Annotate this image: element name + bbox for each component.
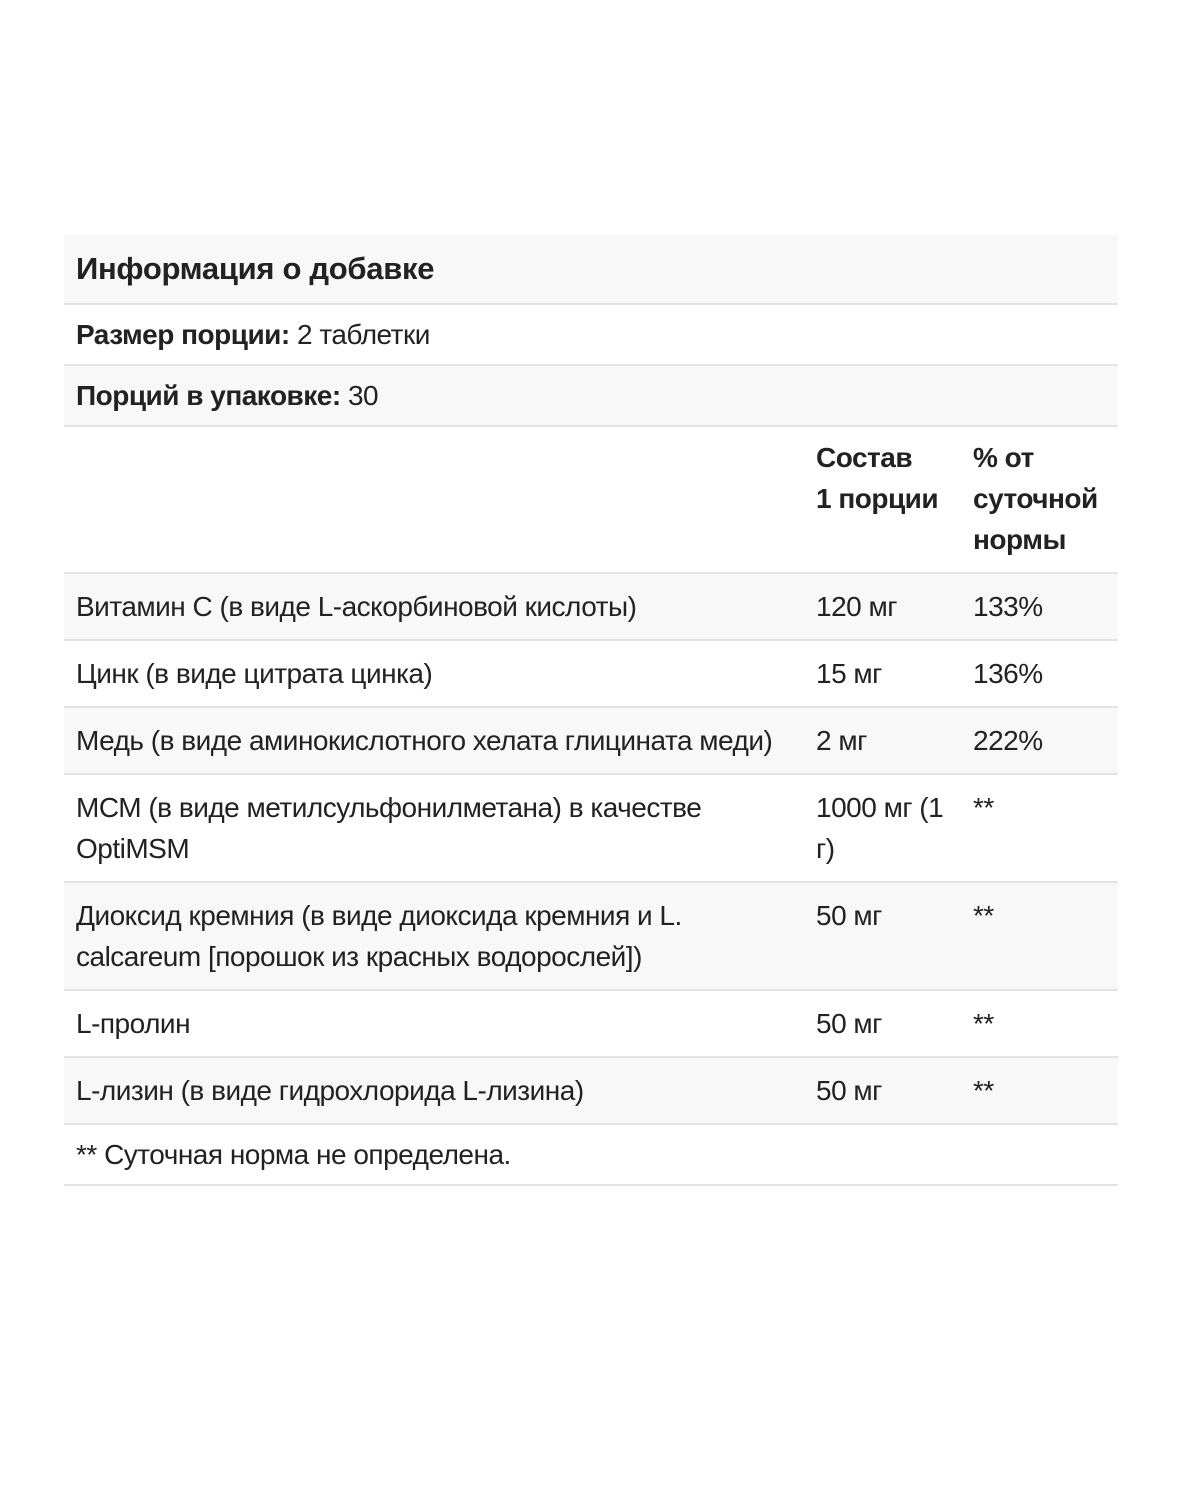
table-row [64,775,1118,883]
ingredient-dv: 136% [973,658,1043,689]
panel-title: Информация о добавке [76,251,435,286]
ingredient-amount: 50 мг [816,1075,882,1106]
ingredient-dv: 222% [973,725,1043,756]
ingredient-amount: 50 мг [816,1008,882,1039]
serving-size-value: 2 таблетки [296,318,430,350]
ingredient-name: Диоксид кремния (в виде диоксида кремния и L. calcareum [порошок из красных водорослей]) [76,900,682,972]
header-dv-line: суточной [973,483,1098,514]
ingredient-dv: ** [973,1008,994,1039]
supplement-facts-panel [64,235,1118,1186]
header-amount-line: Состав [816,442,913,473]
serving-size-row [64,305,1118,366]
table-row [64,708,1118,775]
column-header-row [64,427,1118,574]
servings-per-container-value: 30 [347,379,379,411]
ingredient-name: МСМ (в виде метилсульфонилметана) в качестве OptiMSM [76,792,702,864]
table-row [64,883,1118,991]
ingredient-name: Витамин C (в виде L-аскорбиновой кислоты) [76,591,637,622]
ingredient-amount: 50 мг [816,900,882,931]
header-amount-line: 1 порции [816,483,939,514]
footnote-row [64,1125,1118,1186]
ingredient-amount: 120 мг [816,591,897,622]
header-dv-line: % от [973,442,1034,473]
header-name-cell [64,427,804,572]
footnote-text: ** Суточная норма не определена. [76,1138,511,1170]
table-row [64,574,1118,641]
ingredient-dv: ** [973,792,994,823]
ingredient-dv: ** [973,900,994,931]
title-row [64,235,1118,305]
ingredient-name: Медь (в виде аминокислотного хелата глицината меди) [76,725,773,756]
ingredient-amount: 15 мг [816,658,882,689]
ingredient-name: L-пролин [76,1008,191,1039]
serving-size-label: Размер порции: [76,318,290,350]
header-dv-cell [961,427,1118,572]
ingredient-name: L-лизин (в виде гидрохлорида L-лизина) [76,1075,584,1106]
table-row [64,991,1118,1058]
table-row [64,641,1118,708]
header-dv-line: нормы [973,524,1066,555]
servings-per-container-label: Порций в упаковке: [76,379,341,411]
ingredient-amount: 1000 мг (1 г) [816,792,944,864]
servings-per-container-row [64,366,1118,427]
header-amount-cell [804,427,961,572]
ingredient-dv: ** [973,1075,994,1106]
table-row [64,1058,1118,1125]
ingredient-amount: 2 мг [816,725,867,756]
ingredient-dv: 133% [973,591,1043,622]
ingredient-name: Цинк (в виде цитрата цинка) [76,658,433,689]
